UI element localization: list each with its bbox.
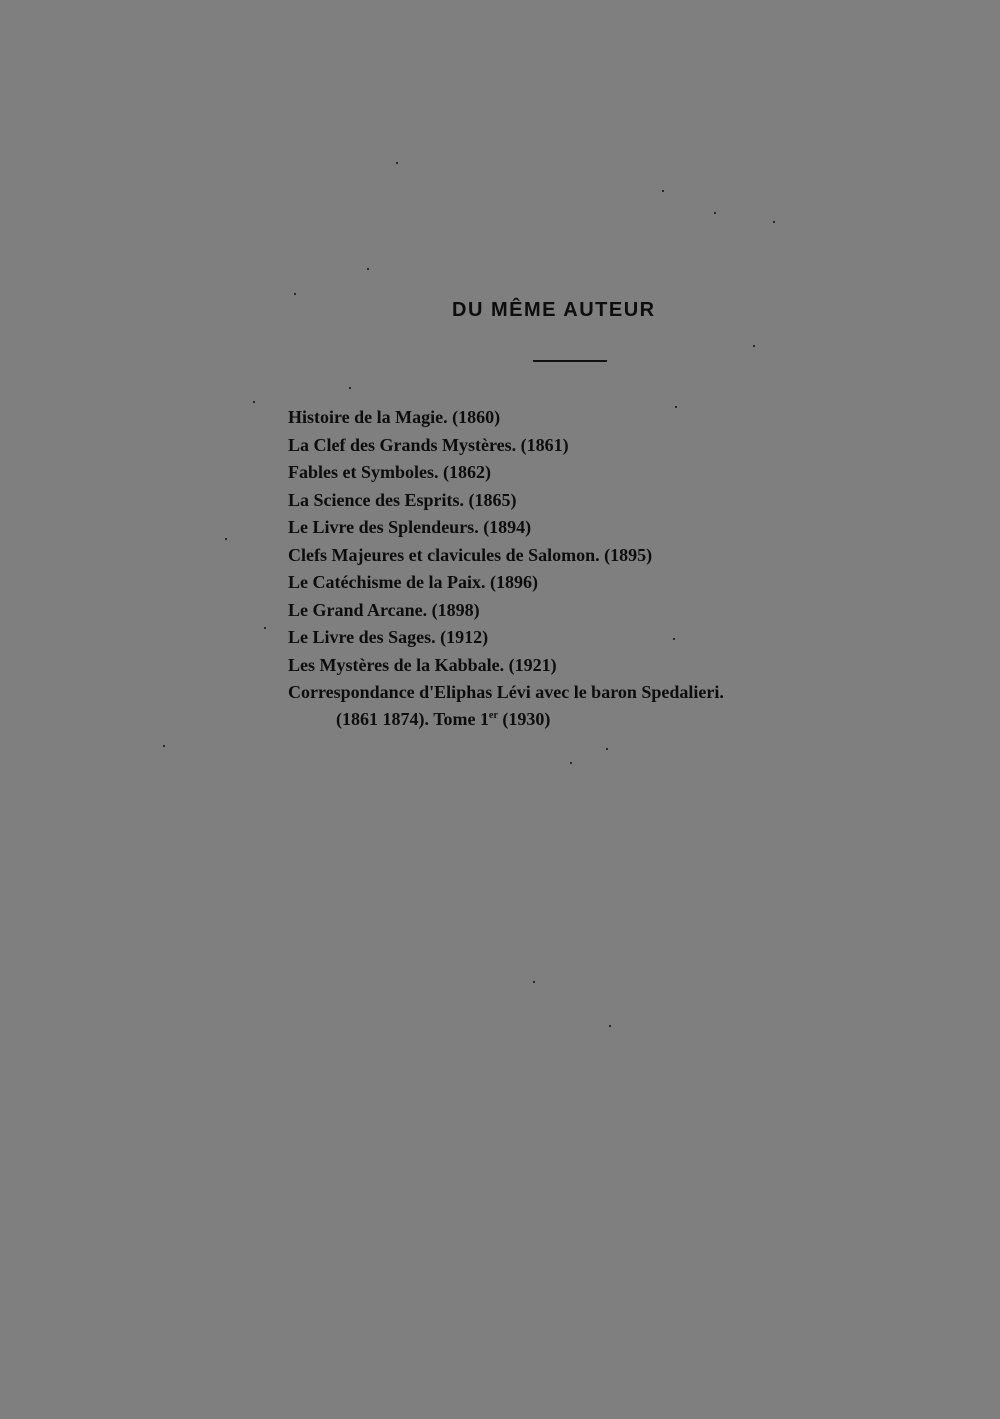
work-title: Le Livre des Sages. xyxy=(288,627,436,647)
work-title: La Science des Esprits. xyxy=(288,489,465,510)
work-item xyxy=(288,514,808,542)
page-heading: DU MÊME AUTEUR xyxy=(452,299,656,321)
work-item xyxy=(288,487,808,515)
scan-speck xyxy=(673,638,675,640)
tome-superscript: er xyxy=(489,709,498,721)
work-item xyxy=(288,459,808,487)
work-title: Les Mystères de la Kabbale. xyxy=(288,654,505,675)
scan-speck xyxy=(609,1025,611,1027)
scan-speck xyxy=(753,345,755,347)
works-list xyxy=(288,404,808,731)
work-year: (1912) xyxy=(440,627,489,647)
work-year: (1898) xyxy=(431,599,480,620)
work-title: Correspondance d'Eliphas Lévi avec le baron Spedalieri. xyxy=(288,682,724,702)
work-year: (1930) xyxy=(502,708,551,729)
scan-speck xyxy=(662,190,664,192)
scan-speck xyxy=(714,212,716,214)
work-item xyxy=(288,569,808,597)
scan-speck xyxy=(367,268,369,270)
work-year: (1894) xyxy=(483,517,532,537)
scan-speck xyxy=(349,387,351,389)
work-title: Clefs Majeures et clavicules de Salomon. xyxy=(288,544,600,565)
work-item-correspondance xyxy=(288,679,808,731)
work-year: (1861) xyxy=(520,434,569,455)
work-item xyxy=(288,652,808,680)
scan-speck xyxy=(264,627,266,629)
work-year: (1865) xyxy=(468,489,517,510)
work-title: La Clef des Grands Mystères. xyxy=(288,434,517,455)
scan-speck xyxy=(570,762,572,764)
heading-rule xyxy=(533,360,607,362)
work-title: Le Catéchisme de la Paix. xyxy=(288,572,486,592)
scan-speck xyxy=(606,748,608,750)
work-item xyxy=(288,624,808,652)
work-continuation xyxy=(288,707,808,731)
work-year: (1860) xyxy=(452,407,501,427)
work-item xyxy=(288,597,808,625)
tome-label: Tome 1 xyxy=(433,708,490,729)
work-year: (1862) xyxy=(443,462,491,482)
work-year: (1921) xyxy=(508,654,557,675)
work-title: Fables et Symboles. xyxy=(288,462,439,482)
work-title: Le Grand Arcane. xyxy=(288,599,428,620)
scan-speck xyxy=(163,745,165,747)
scan-speck xyxy=(396,162,398,164)
scan-speck xyxy=(253,401,255,403)
scan-speck xyxy=(294,293,296,295)
scan-speck xyxy=(773,221,775,223)
scan-speck xyxy=(225,538,227,540)
work-item xyxy=(288,404,808,432)
work-dates: (1861 1874). xyxy=(336,708,429,729)
scan-speck xyxy=(533,981,535,983)
work-item xyxy=(288,432,808,460)
work-item xyxy=(288,542,808,570)
work-title: Histoire de la Magie. xyxy=(288,407,448,427)
work-year: (1895) xyxy=(604,544,653,565)
work-title: Le Livre des Splendeurs. xyxy=(288,517,479,537)
work-year: (1896) xyxy=(489,572,538,592)
work-tome xyxy=(433,709,498,729)
scan-speck xyxy=(675,406,677,408)
